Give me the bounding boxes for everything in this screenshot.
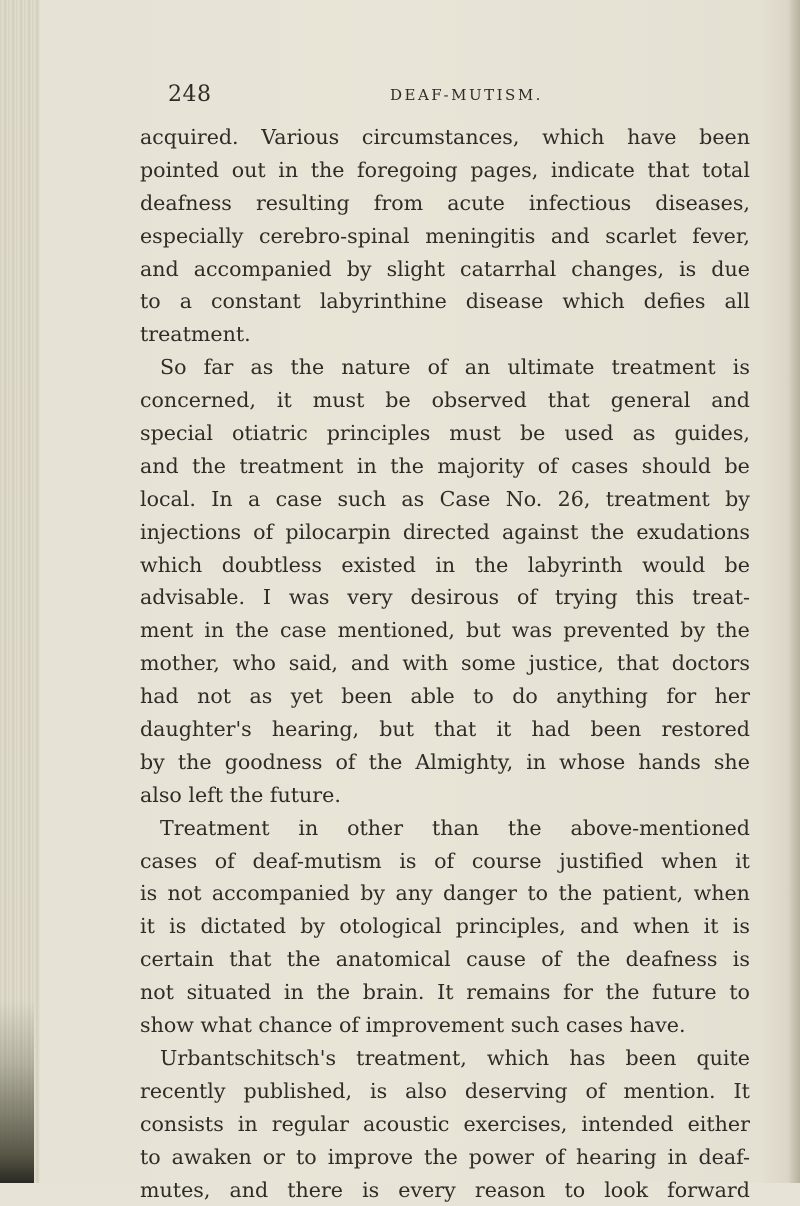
text-line: pointed out in the foregoing pages, indicate that total — [140, 154, 750, 187]
text-line: not situated in the brain. It remains for the future to — [140, 976, 750, 1009]
paragraph-start-line: So far as the nature of an ultimate treatment is — [140, 351, 750, 384]
text-line: and accompanied by slight catarrhal changes, is due — [140, 253, 750, 286]
page-number: 248 — [168, 82, 212, 107]
text-line: it is dictated by otological principles, and when it is — [140, 910, 750, 943]
page-edge-shadow — [788, 0, 800, 1183]
text-line: concerned, it must be observed that general and — [140, 384, 750, 417]
paragraph-start-line: Urbantschitsch's treatment, which has been quite — [140, 1042, 750, 1075]
text-line: ment in the case mentioned, but was prevented by the — [140, 614, 750, 647]
text-line: local. In a case such as Case No. 26, treatment by — [140, 483, 750, 516]
page-header — [168, 82, 728, 112]
text-line: to awaken or to improve the power of hearing in deaf- — [140, 1141, 750, 1174]
text-line: by the goodness of the Almighty, in whose hands she — [140, 746, 750, 779]
text-line: deafness resulting from acute infectious diseases, — [140, 187, 750, 220]
text-line: mother, who said, and with some justice, that doctors — [140, 647, 750, 680]
text-line: acquired. Various circumstances, which have been — [140, 121, 750, 154]
text-line: is not accompanied by any danger to the patient, when — [140, 877, 750, 910]
text-line: which doubtless existed in the labyrinth would be — [140, 549, 750, 582]
text-line: cases of deaf-mutism is of course justified when it — [140, 845, 750, 878]
text-line: and the treatment in the majority of cases should be — [140, 450, 750, 483]
text-line: certain that the anatomical cause of the deafness is — [140, 943, 750, 976]
running-head: DEAF-MUTISM. — [390, 86, 543, 104]
text-line: treatment. — [140, 318, 750, 351]
text-line: show what chance of improvement such cases have. — [140, 1009, 750, 1042]
page-binding-dark-corner — [0, 1000, 34, 1183]
paragraph-start-line: Treatment in other than the above-mentioned — [140, 812, 750, 845]
text-line: advisable. I was very desirous of trying this treat- — [140, 581, 750, 614]
text-line: especially cerebro-spinal meningitis and scarlet fever, — [140, 220, 750, 253]
text-line: to a constant labyrinthine disease which defies all — [140, 285, 750, 318]
text-line: injections of pilocarpin directed against the exudations — [140, 516, 750, 549]
text-line: daughter's hearing, but that it had been restored — [140, 713, 750, 746]
text-line: also left the future. — [140, 779, 750, 812]
body-text — [140, 121, 750, 1206]
text-line: had not as yet been able to do anything for her — [140, 680, 750, 713]
text-line: mutes, and there is every reason to look forward — [140, 1174, 750, 1206]
text-line: special otiatric principles must be used as guides, — [140, 417, 750, 450]
text-line: recently published, is also deserving of mention. It — [140, 1075, 750, 1108]
text-line: consists in regular acoustic exercises, intended either — [140, 1108, 750, 1141]
